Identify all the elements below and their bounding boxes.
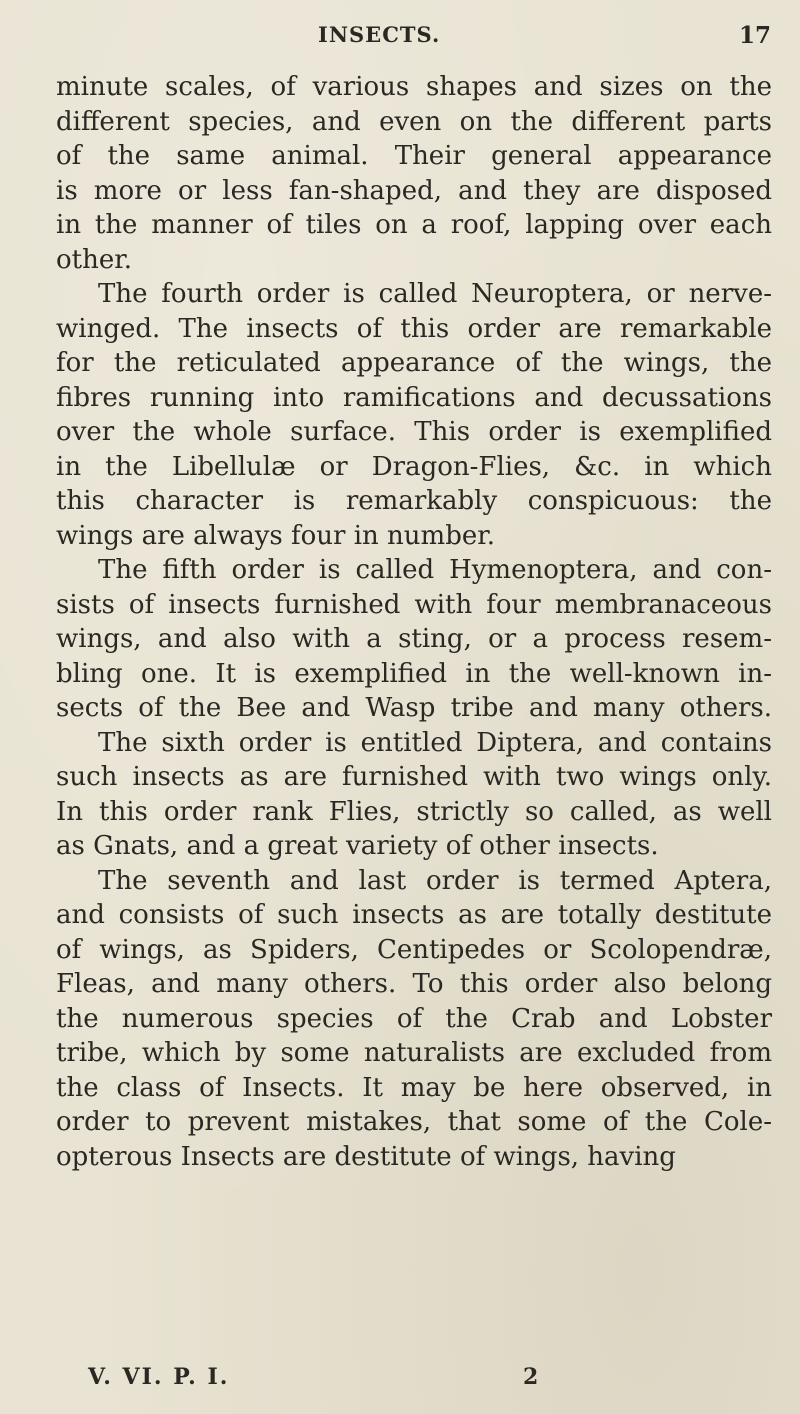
text-line: Fleas, and many others. To this order also belong <box>56 969 772 999</box>
text-line: opterous Insects are destitute of wings, having <box>56 1141 676 1172</box>
text-line: fibres running into ramifications and decussations <box>56 382 772 413</box>
page-footer <box>0 1364 800 1398</box>
text-line: The seventh and last order is termed Aptera, <box>98 865 772 896</box>
text-line: sists of insects furnished with four membranaceous <box>56 589 772 620</box>
text-line: the class of Insects. It may be here observed, in <box>56 1072 772 1103</box>
text-line: of the same animal. Their general appearance <box>56 141 772 171</box>
text-line: for the reticulated appearance of the wings, the <box>56 348 772 378</box>
text-line: The fifth order is called Hymenoptera, and con- <box>98 555 772 585</box>
text-line: and consists of such insects as are totally destitute <box>56 900 772 930</box>
text-line: bling one. It is exemplified in the well-known in- <box>56 658 772 689</box>
text-line: wings, and also with a sting, or a process resem- <box>56 624 772 654</box>
text-line: wings are always four in number. <box>56 520 496 551</box>
text-line: different species, and even on the different parts <box>56 106 772 137</box>
text-line: tribe, which by some naturalists are excluded from <box>56 1038 772 1068</box>
running-head <box>0 22 800 56</box>
text-line: In this order rank Flies, strictly so called, as well <box>56 796 772 827</box>
page-number: 17 <box>739 22 772 49</box>
text-line: The fourth order is called Neuroptera, or nerve- <box>98 279 772 309</box>
text-line: over the whole surface. This order is exemplified <box>56 417 772 447</box>
text-line: The sixth order is entitled Diptera, and contains <box>98 727 772 758</box>
text-line: in the Libellulæ or Dragon-Flies, &c. in which <box>56 451 772 482</box>
text-line: as Gnats, and a great variety of other insects. <box>56 831 659 861</box>
text-line: of wings, as Spiders, Centipedes or Scolopendræ, <box>56 934 772 965</box>
text-line: minute scales, of various shapes and sizes on the <box>56 72 772 102</box>
signature-mark: V. VI. P. I. <box>88 1364 230 1390</box>
text-line: such insects as are furnished with two wings only. <box>56 762 772 792</box>
running-title: INSECTS. <box>318 22 441 47</box>
text-line: sects of the Bee and Wasp tribe and many others. <box>56 693 772 723</box>
text-line: is more or less fan-shaped, and they are disposed <box>56 175 772 206</box>
text-line: the numerous species of the Crab and Lobster <box>56 1003 772 1034</box>
text-line: order to prevent mistakes, that some of the Cole- <box>56 1107 772 1137</box>
text-line: other. <box>56 244 133 275</box>
text-line: winged. The insects of this order are remarkable <box>56 313 772 344</box>
body-text <box>56 70 772 1174</box>
sheet-number: 2 <box>523 1364 539 1390</box>
text-line: in the manner of tiles on a roof, lapping over each <box>56 210 772 240</box>
text-line: this character is remarkably conspicuous: the <box>56 486 772 516</box>
